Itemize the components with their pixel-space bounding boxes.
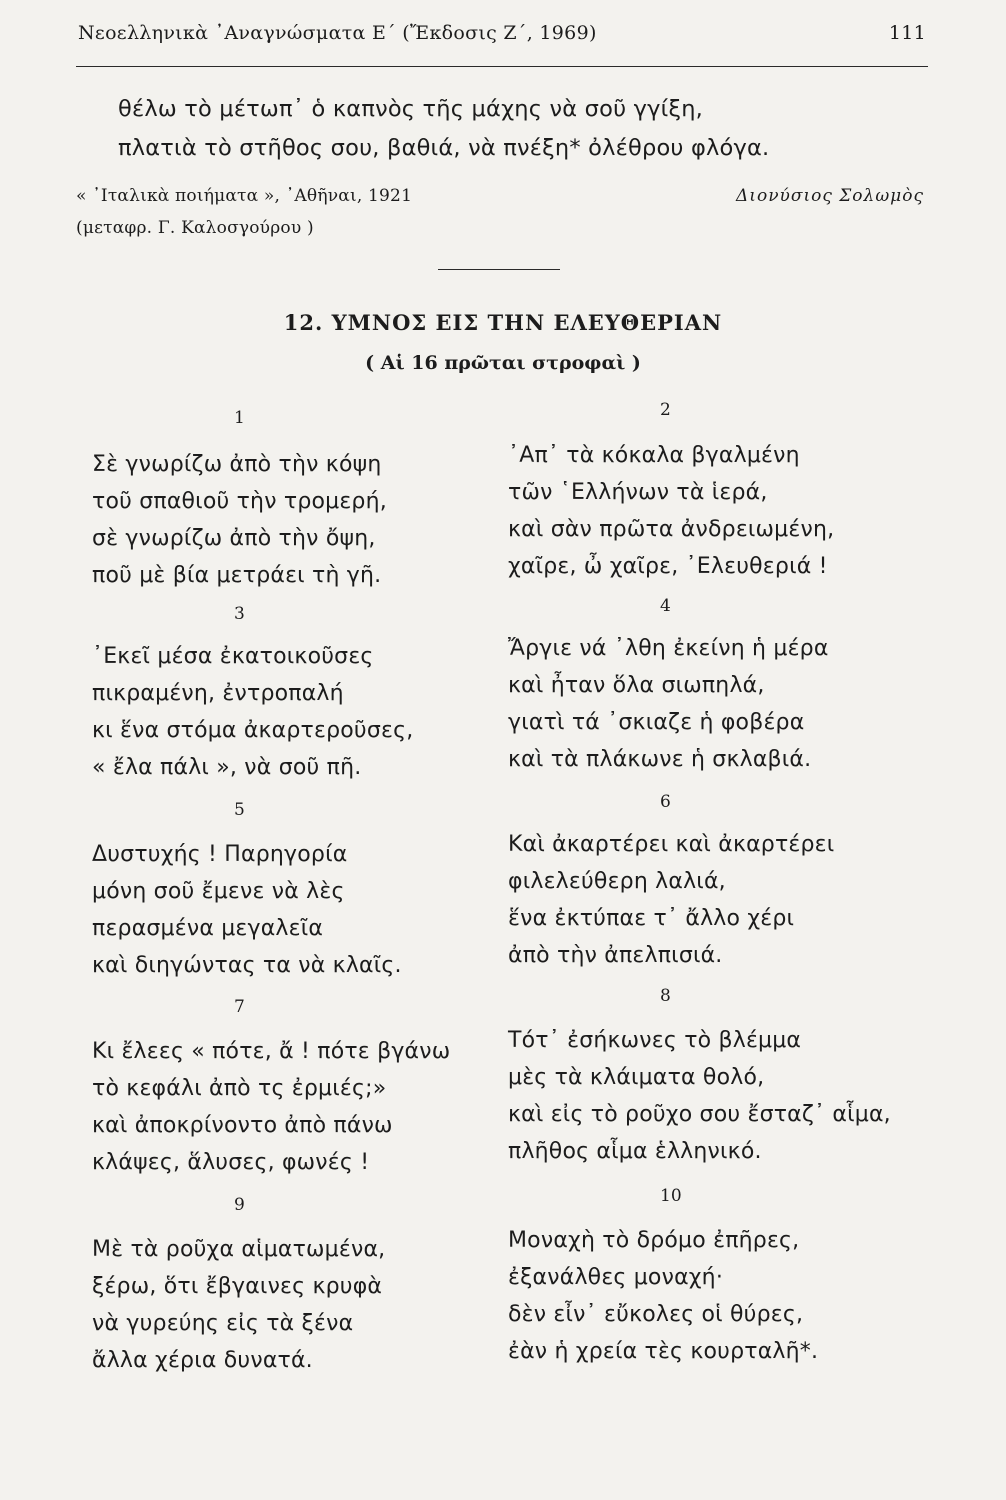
verse-line: περασμένα μεγαλεῖα <box>92 916 324 941</box>
stanza-number: 6 <box>660 792 671 812</box>
verse-line: καὶ εἰς τὸ ροῦχο σου ἔσταζ᾿ αἷμα, <box>508 1102 891 1127</box>
verse-line: χαῖρε, ὦ χαῖρε, ᾿Ελευθεριά ! <box>508 554 828 579</box>
verse-line: σὲ γνωρίζω ἀπὸ τὴν ὄψη, <box>92 526 376 551</box>
verse-line: Σὲ γνωρίζω ἀπὸ τὴν κόψη <box>92 452 382 477</box>
verse-line: καὶ διηγώντας τα νὰ κλαῖς. <box>92 953 402 978</box>
verse-line: μόνη σοῦ ἔμενε νὰ λὲς <box>92 879 345 904</box>
verse-line: Δυστυχής ! Παρηγορία <box>92 842 348 867</box>
verse-line: ἐὰν ἡ χρεία τὲς κουρταλῆ*. <box>508 1339 819 1364</box>
verse-line: ἕνα ἐκτύπαε τ᾿ ἄλλο χέρι <box>508 906 795 931</box>
verse-line: ἀπὸ τὴν ἀπελπισιά. <box>508 943 723 968</box>
verse-line: νὰ γυρεύης εἰς τὰ ξένα <box>92 1311 354 1336</box>
stanza-number: 10 <box>660 1186 682 1206</box>
poem-subtitle: ( Αἱ 16 πρῶται στροφαὶ ) <box>365 352 641 374</box>
page-header <box>78 22 926 52</box>
verse-line: τὸ κεφάλι ἀπὸ τς ἐρμιές;» <box>92 1076 387 1101</box>
intro-verse-line: πλατιὰ τὸ στῆθος σου, βαθιά, νὰ πνέξη* ὀλέθρου φλόγα. <box>118 135 770 161</box>
verse-line: δὲν εἶν᾿ εὔκολες οἱ θύρες, <box>508 1302 804 1327</box>
verse-line: φιλελεύθερη λαλιά, <box>508 869 726 894</box>
verse-line: καὶ τὰ πλάκωνε ἡ σκλαβιά. <box>508 747 812 772</box>
verse-line: Μὲ τὰ ροῦχα αἱματωμένα, <box>92 1237 386 1262</box>
verse-line: « ἔλα πάλι », νὰ σοῦ πῆ. <box>92 755 362 780</box>
running-title: Νεοελληνικὰ ᾿Αναγνώσματα Ε΄ (Ἔκδοσις Ζ΄, 1969) <box>78 22 597 44</box>
verse-line: ἐξανάλθες μοναχή· <box>508 1265 724 1290</box>
verse-line: Ἄργιε νά ᾿λθη ἐκείνη ἡ μέρα <box>508 636 829 661</box>
header-rule <box>76 66 928 67</box>
translator-citation: (μεταφρ. Γ. Καλοσγούρου ) <box>76 218 314 238</box>
source-citation: « ᾿Ιταλικὰ ποιήματα », ᾿Αθῆναι, 1921 <box>76 186 413 206</box>
verse-line: Καὶ ἀκαρτέρει καὶ ἀκαρτέρει <box>508 832 835 857</box>
stanza-number: 7 <box>234 997 245 1017</box>
verse-line: Κι ἔλεες « πότε, ἄ ! πότε βγάνω <box>92 1039 451 1064</box>
verse-line: Μοναχὴ τὸ δρόμο ἐπῆρες, <box>508 1228 800 1253</box>
verse-line: ᾿Απ᾿ τὰ κόκαλα βγαλμένη <box>508 443 800 468</box>
verse-line: μὲς τὰ κλάιματα θολό, <box>508 1065 765 1090</box>
page-number: 111 <box>888 22 926 44</box>
stanza-number: 3 <box>234 604 245 624</box>
stanza-number: 2 <box>660 400 671 420</box>
verse-line: κι ἕνα στόμα ἀκαρτεροῦσες, <box>92 718 414 743</box>
verse-line: τῶν ῾Ελλήνων τὰ ἱερά, <box>508 480 768 505</box>
author-name: Διονύσιος Σολωμὸς <box>736 186 924 206</box>
section-divider <box>438 269 560 270</box>
stanza-number: 9 <box>234 1195 245 1215</box>
intro-verse-line: θέλω τὸ μέτωπ᾿ ὁ καπνὸς τῆς μάχης νὰ σοῦ γγίξη, <box>118 96 704 122</box>
verse-line: ἄλλα χέρια δυνατά. <box>92 1348 313 1373</box>
verse-line: ξέρω, ὅτι ἔβγαινες κρυφὰ <box>92 1274 383 1299</box>
verse-line: ποῦ μὲ βία μετράει τὴ γῆ. <box>92 563 382 588</box>
verse-line: κλάψες, ἅλυσες, φωνές ! <box>92 1150 370 1175</box>
verse-line: καὶ σὰν πρῶτα ἀνδρειωμένη, <box>508 517 835 542</box>
verse-line: πικραμένη, ἐντροπαλή <box>92 681 344 706</box>
verse-line: καὶ ἀποκρίνοντο ἀπὸ πάνω <box>92 1113 393 1138</box>
stanza-number: 4 <box>660 596 671 616</box>
verse-line: τοῦ σπαθιοῦ τὴν τρομερή, <box>92 489 387 514</box>
verse-line: πλῆθος αἷμα ἑλληνικό. <box>508 1139 762 1164</box>
stanza-number: 8 <box>660 986 671 1006</box>
verse-line: γιατὶ τά ᾿σκιαζε ἡ φοβέρα <box>508 710 805 735</box>
verse-line: Τότ᾿ ἐσήκωνες τὸ βλέμμα <box>508 1028 802 1053</box>
stanza-number: 5 <box>234 800 245 820</box>
verse-line: ᾿Εκεῖ μέσα ἐκατοικοῦσες <box>92 644 374 669</box>
poem-title: 12. ΥΜΝΟΣ ΕΙΣ ΤΗΝ ΕΛΕΥΘΕΡΙΑΝ <box>283 310 723 335</box>
stanza-number: 1 <box>234 408 245 428</box>
verse-line: καὶ ἦταν ὅλα σιωπηλά, <box>508 673 765 698</box>
